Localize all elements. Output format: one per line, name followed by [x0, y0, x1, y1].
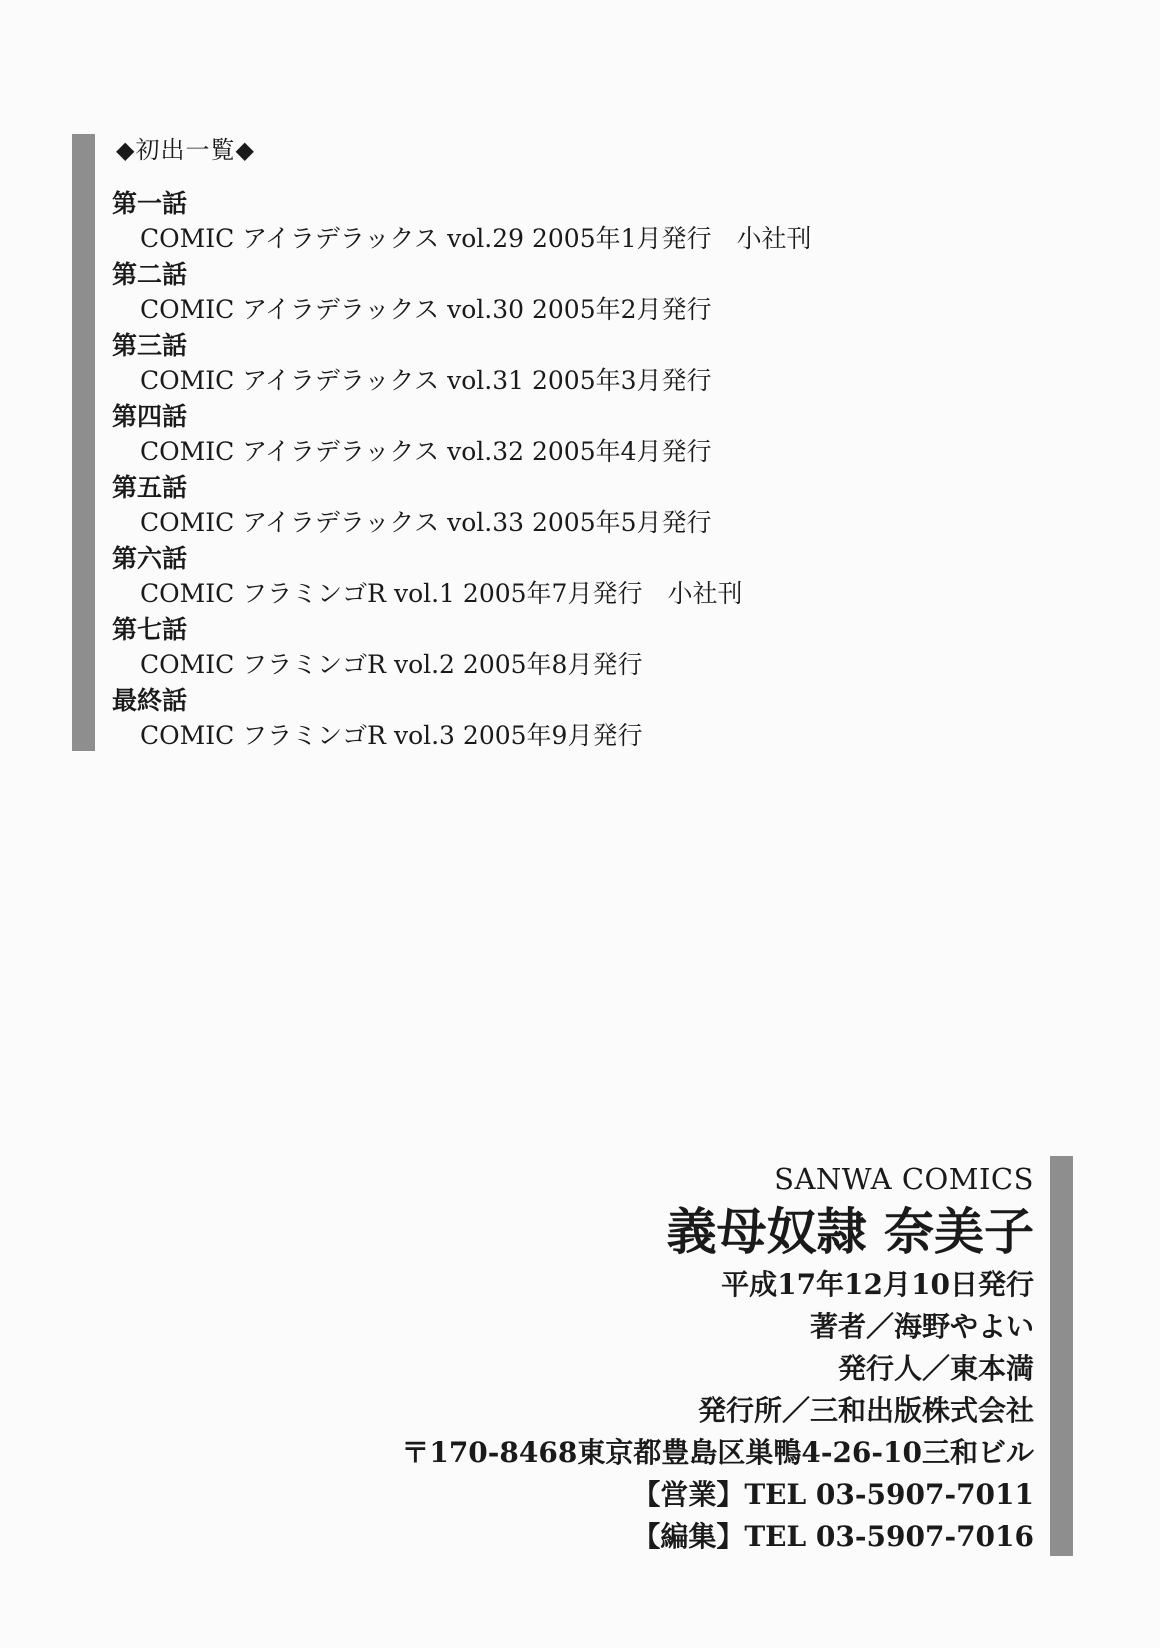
- chapter-source: COMIC アイラデラックス vol.30 2005年2月発行: [140, 295, 712, 324]
- author-line: 著者／海野やよい: [809, 1310, 1034, 1343]
- series-name: SANWA COMICS: [774, 1162, 1034, 1196]
- first-appearance-list: [112, 132, 972, 754]
- chapter-source: COMIC アイラデラックス vol.32 2005年4月発行: [140, 437, 712, 466]
- publisher-company-line: 発行所／三和出版株式会社: [697, 1394, 1034, 1427]
- chapter-source: COMIC アイラデラックス vol.33 2005年5月発行: [140, 508, 712, 537]
- colophon: [401, 1160, 1034, 1558]
- chapter-source: COMIC フラミンゴR vol.1 2005年7月発行 小社刊: [140, 579, 743, 608]
- tel-editorial-line: 【編集】TEL 03-5907-7016: [632, 1520, 1034, 1553]
- book-title: 義母奴隷 奈美子: [666, 1202, 1034, 1261]
- address-line: 〒170-8468東京都豊島区巣鴨4-26-10三和ビル: [401, 1436, 1034, 1469]
- chapter-label: 第三話: [112, 331, 188, 360]
- chapter-source: COMIC フラミンゴR vol.3 2005年9月発行: [140, 721, 643, 750]
- chapter-label: 第七話: [112, 615, 188, 644]
- chapter-source: COMIC アイラデラックス vol.29 2005年1月発行 小社刊: [140, 224, 812, 253]
- chapter-source: COMIC フラミンゴR vol.2 2005年8月発行: [140, 650, 643, 679]
- tel-sales-line: 【営業】TEL 03-5907-7011: [632, 1478, 1034, 1511]
- publisher-person-line: 発行人／東本満: [837, 1352, 1034, 1385]
- entry-list: [112, 186, 972, 754]
- chapter-source: COMIC アイラデラックス vol.31 2005年3月発行: [140, 366, 712, 395]
- right-margin-bar: [1050, 1156, 1073, 1556]
- chapter-label: 第六話: [112, 544, 188, 573]
- left-margin-bar: [72, 134, 95, 751]
- chapter-label: 第五話: [112, 473, 188, 502]
- publication-date: 平成17年12月10日発行: [721, 1268, 1034, 1301]
- chapter-label: 第一話: [112, 189, 188, 218]
- chapter-label: 最終話: [112, 686, 188, 715]
- first-appearance-heading: ◆初出一覧◆: [116, 136, 255, 164]
- chapter-label: 第二話: [112, 260, 188, 289]
- chapter-label: 第四話: [112, 402, 188, 431]
